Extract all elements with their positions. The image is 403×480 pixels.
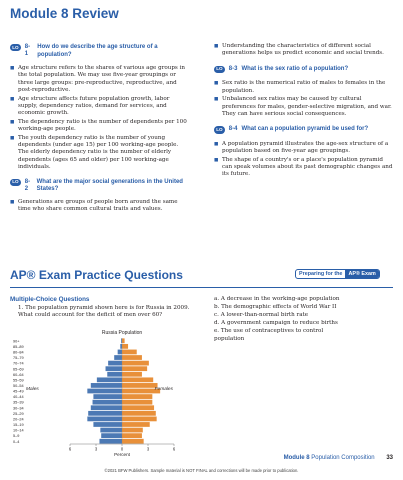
question-number: 8-3 <box>228 65 238 72</box>
bullet: ■ Age structure affects future population growth, labor supply, dependency ratios, demand for services, and economic growth. <box>10 96 190 118</box>
x-tick-label: 3 <box>146 446 150 452</box>
bar-females-15–19 <box>122 422 150 427</box>
bar-males-0–4 <box>99 439 122 444</box>
question-text: What are the major social generations in the United States? <box>36 178 183 193</box>
question-8-3 <box>214 66 394 74</box>
age-label: 75–79 <box>13 356 24 361</box>
bar-males-20–24 <box>87 417 122 422</box>
bar-males-85–89 <box>120 344 122 349</box>
bar-males-50–54 <box>91 383 122 388</box>
ap-section-title: AP® Exam Practice Questions <box>10 268 183 282</box>
bar-females-30–34 <box>122 405 154 410</box>
module-title: Module 8 Review <box>10 6 119 21</box>
prep-badge: AP® Exam <box>345 270 378 278</box>
age-label: 45–49 <box>13 389 24 394</box>
x-tick-label: 6 <box>68 446 72 452</box>
bar-males-25–29 <box>88 411 122 416</box>
page-number: 33 <box>386 455 393 461</box>
lo-badge: LO <box>10 44 21 51</box>
x-tick-label: 0 <box>120 446 124 452</box>
bar-females-50–54 <box>122 383 158 388</box>
question-number: 8-2 <box>24 178 31 193</box>
bar-males-35–39 <box>93 400 122 405</box>
bar-females-90+ <box>122 338 125 343</box>
population-pyramid-chart <box>10 326 200 458</box>
prep-label: Preparing for the <box>299 271 343 277</box>
x-axis-label: Percent <box>114 452 130 457</box>
age-label: 85–89 <box>13 344 24 349</box>
x-tick-label: 3 <box>94 446 98 452</box>
bar-males-10–14 <box>100 428 122 433</box>
bullet: ■ Unbalanced sex ratios may be caused by cultural preferences for males, gender-selective migration, and war. They can have serious social consequences. <box>214 96 394 118</box>
bar-females-55–59 <box>122 377 153 382</box>
copyright: ©2021 BFW Publishers. Sample material is NOT FINAL and corrections will be made prior to publication. <box>104 468 299 473</box>
footer-section: Population Composition <box>311 455 375 461</box>
question-text: What can a population pyramid be used for? <box>241 126 369 133</box>
bullet: ■ Age structure refers to the shares of various age groups in the total population. We may use five-year groupings or three large groups: pre-reproductive, reproductive, and post-reproductive. <box>10 65 190 95</box>
age-label: 35–39 <box>13 400 24 405</box>
preparing-badge <box>295 269 380 279</box>
age-label: 20–24 <box>13 417 24 422</box>
chart-title: Russia Population <box>101 330 143 336</box>
bar-females-60–64 <box>122 372 142 377</box>
age-label: 5–9 <box>13 434 20 439</box>
age-label: 15–19 <box>13 423 24 428</box>
age-label: 30–34 <box>13 406 24 411</box>
legend-males: Males <box>26 387 39 392</box>
bar-males-60–64 <box>107 372 122 377</box>
age-label: 55–59 <box>13 378 24 383</box>
bar-females-5–9 <box>122 433 142 438</box>
age-group-labels <box>13 339 24 443</box>
question-8-2 <box>10 179 190 194</box>
bullet: ■ The shape of a country's or a place's population pyramid can speak volumes about its past demographic changes and its future. <box>214 157 394 179</box>
answer-options <box>214 296 394 343</box>
bar-females-65–69 <box>122 366 147 371</box>
age-label: 60–64 <box>13 372 24 377</box>
age-label: 0–4 <box>13 439 20 444</box>
bullet: ■ A population pyramid illustrates the age-sex structure of a population based on five-year age groupings. <box>214 141 394 156</box>
bar-males-15–19 <box>93 422 122 427</box>
bullet: ■ The dependency ratio is the number of dependents per 100 working-age people. <box>10 119 190 134</box>
option-e[interactable]: e. The use of contraceptives to control population <box>214 327 324 342</box>
bar-females-10–14 <box>122 428 143 433</box>
age-label: 10–14 <box>13 428 24 433</box>
bullet: ■ The youth dependency ratio is the number of young dependents (under age 15) per 100 working-age people. The elderly dependency ratio is the number of elderly dependents (ages 65 and older) per 100 working-age individuals. <box>10 135 190 172</box>
option-c[interactable]: c. A lower-than-normal birth rate <box>214 311 309 318</box>
mc-heading: Multiple-Choice Questions <box>10 296 90 303</box>
pyramid-bars <box>87 338 160 443</box>
bar-males-45–49 <box>87 389 122 394</box>
age-label: 65–69 <box>13 367 24 372</box>
question-8-1 <box>10 44 190 59</box>
bullet: ■ Sex ratio is the numerical ratio of males to females in the population. <box>214 80 394 95</box>
lo-badge: LO <box>214 126 225 133</box>
bar-females-70–74 <box>122 361 149 366</box>
page-footer <box>284 455 393 461</box>
option-a[interactable]: a. A decrease in the working-age population <box>214 296 340 302</box>
bar-females-25–29 <box>122 411 156 416</box>
bar-males-80–84 <box>118 350 122 355</box>
bar-females-0–4 <box>122 439 144 444</box>
lo-badge: LO <box>214 66 225 73</box>
question-1: 1. The population pyramid shown here is for Russia in 2009. What could account for the deficit of men over 60? <box>18 305 190 319</box>
bullet: ■ Generations are groups of people born around the same time who share common cultural traits and values. <box>10 199 190 214</box>
bar-males-55–59 <box>97 377 122 382</box>
option-b[interactable]: b. The demographic effects of World War II <box>214 303 337 310</box>
bar-females-75–79 <box>122 355 142 360</box>
question-number: 8-4 <box>228 126 238 133</box>
bullet: ■ Understanding the characteristics of different social generations helps us predict economic and social trends. <box>214 43 394 58</box>
bar-males-70–74 <box>108 361 122 366</box>
bar-females-85–89 <box>122 344 128 349</box>
bar-males-5–9 <box>101 433 122 438</box>
question-text: What is the sex ratio of a population? <box>241 65 349 72</box>
footer-module: Module 8 <box>283 455 310 461</box>
question-8-4 <box>214 126 394 134</box>
question-number: 8-1 <box>24 44 31 58</box>
right-column <box>214 42 394 179</box>
bar-males-40–44 <box>93 394 122 399</box>
age-label: 25–29 <box>13 411 24 416</box>
age-label: 70–74 <box>13 361 24 366</box>
age-label: 40–44 <box>13 395 24 400</box>
bar-females-35–39 <box>122 400 152 405</box>
bar-males-75–79 <box>114 355 122 360</box>
legend-females: Females <box>154 387 173 392</box>
bar-males-30–34 <box>91 405 122 410</box>
age-label: 50–54 <box>13 384 24 389</box>
bar-males-65–69 <box>106 366 122 371</box>
bar-females-40–44 <box>122 394 152 399</box>
option-d[interactable]: d. A government campaign to reduce births <box>214 319 338 326</box>
left-column <box>10 44 190 214</box>
bar-females-20–24 <box>122 417 157 422</box>
section-rule <box>10 287 393 288</box>
lo-badge: LO <box>10 179 21 186</box>
age-label: 80–84 <box>13 350 24 355</box>
x-tick-label: 6 <box>172 446 176 452</box>
question-text: How do we describe the age structure of a population? <box>37 44 158 58</box>
age-label: 90+ <box>13 339 20 344</box>
bar-females-80–84 <box>122 350 137 355</box>
